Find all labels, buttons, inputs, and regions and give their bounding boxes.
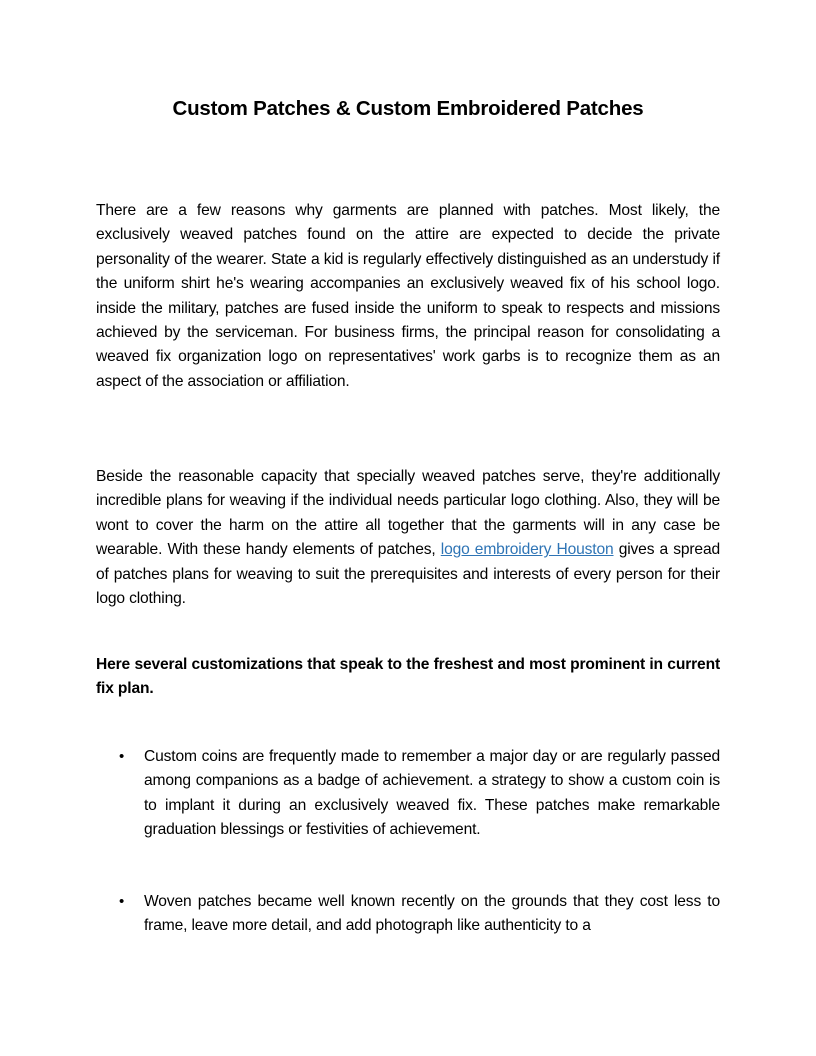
- paragraph-text-before-link: Beside the reasonable capacity that specially weaved patches serve, they're additionally incredible plans for weaving if the individual needs particular logo clothing. Also, they will be wont to cover the harm on the attire all together that the garments will in any case be wearable. With these handy elements of patches,: [96, 468, 720, 559]
- paragraph-capacity: [96, 465, 720, 611]
- bullet-icon: •: [119, 893, 125, 910]
- document-title: Custom Patches & Custom Embroidered Patches: [172, 97, 644, 120]
- subheading-customizations: Here several customizations that speak to the freshest and most prominent in current fix plan.: [96, 656, 720, 698]
- list-item-text: Custom coins are frequently made to remember a major day or are regularly passed among companions as a badge of achievement. a strategy to show a custom coin is to implant it during an exclusively weaved fix. These patches make remarkable graduation blessings or festivities of achievement.: [144, 748, 720, 839]
- paragraph-text-after-link: gives a spread of patches plans for weaving to suit the prerequisites and interests of every person for their logo clothing.: [96, 541, 720, 608]
- list-item-text: Woven patches became well known recently on the grounds that they cost less to frame, leave more detail, and add photograph like authenticity to a: [144, 893, 720, 935]
- bullet-icon: •: [119, 748, 125, 765]
- paragraph-reasons: There are a few reasons why garments are planned with patches. Most likely, the exclusively weaved patches found on the attire are expected to decide the private personality of the wearer. State a kid is regularly effectively distinguished as an understudy if the uniform shirt he's wearing accompanies an exclusively weaved fix of his school logo. inside the military, patches are fused inside the uniform to speak to respects and missions achieved by the serviceman. For business firms, the principal reason for consolidating a weaved fix organization logo on representatives' work garbs is to recognize them as an aspect of the association or affiliation.: [96, 202, 720, 390]
- logo-embroidery-houston-link[interactable]: logo embroidery Houston: [440, 541, 614, 559]
